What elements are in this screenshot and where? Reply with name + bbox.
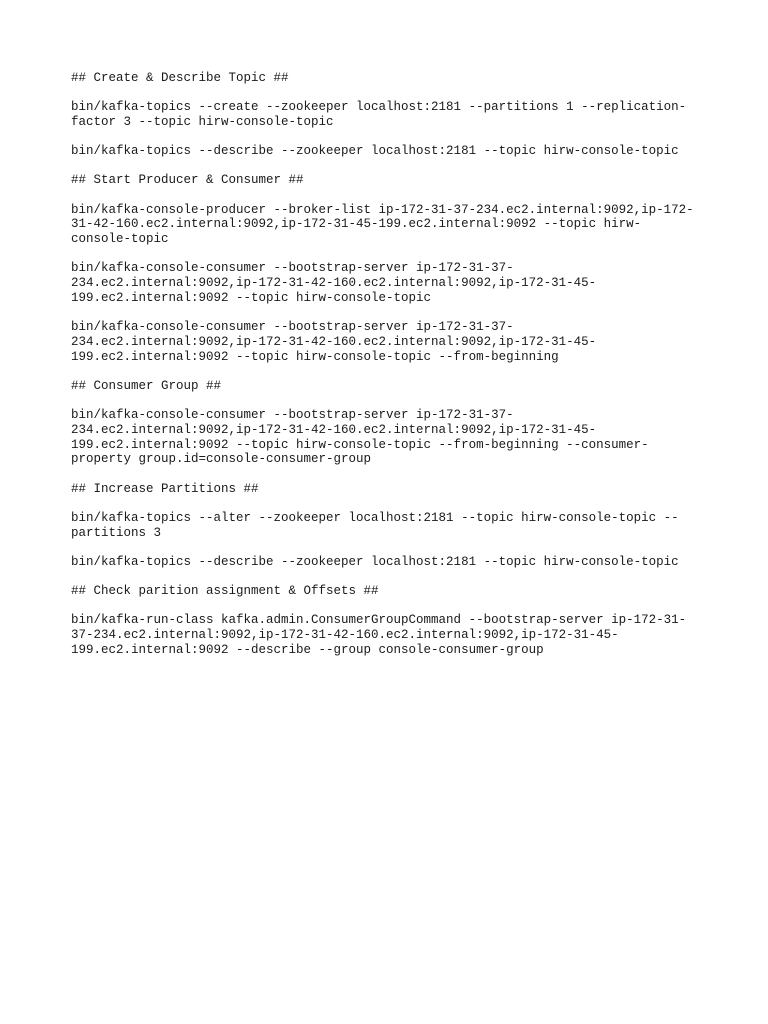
- document-body: [71, 71, 701, 672]
- command-line: bin/kafka-console-consumer --bootstrap-server ip-172-31-37-: [71, 261, 514, 276]
- command-block: [71, 203, 701, 247]
- command-block: [71, 613, 701, 657]
- command-line: 234.ec2.internal:9092,ip-172-31-42-160.ec2.internal:9092,ip-172-31-45-: [71, 334, 597, 349]
- command-line: bin/kafka-topics --create --zookeeper localhost:2181 --partitions 1 --replication-: [71, 100, 687, 115]
- command-line: 234.ec2.internal:9092,ip-172-31-42-160.ec2.internal:9092,ip-172-31-45-: [71, 422, 597, 437]
- heading-text: ## Increase Partitions ##: [71, 481, 259, 496]
- command-line: bin/kafka-console-producer --broker-list ip-172-31-37-234.ec2.internal:9092,ip-172-: [71, 202, 694, 217]
- command-line: property group.id=console-consumer-group: [71, 452, 372, 467]
- command-line: bin/kafka-console-consumer --bootstrap-server ip-172-31-37-: [71, 320, 514, 335]
- section-heading: [71, 482, 701, 497]
- section-heading: [71, 173, 701, 188]
- command-block: [71, 100, 701, 130]
- command-block: [71, 320, 701, 364]
- command-block: [71, 261, 701, 305]
- command-line: 199.ec2.internal:9092 --topic hirw-console-topic --from-beginning --consumer-: [71, 437, 649, 452]
- command-line: 199.ec2.internal:9092 --describe --group console-consumer-group: [71, 642, 544, 657]
- command-line: bin/kafka-console-consumer --bootstrap-server ip-172-31-37-: [71, 408, 514, 423]
- command-line: 199.ec2.internal:9092 --topic hirw-console-topic: [71, 290, 432, 305]
- command-line: 234.ec2.internal:9092,ip-172-31-42-160.ec2.internal:9092,ip-172-31-45-: [71, 276, 597, 291]
- command-line: partitions 3: [71, 525, 162, 540]
- heading-text: ## Consumer Group ##: [71, 378, 222, 393]
- section-heading: [71, 379, 701, 394]
- command-line: 199.ec2.internal:9092 --topic hirw-console-topic --from-beginning: [71, 349, 559, 364]
- command-line: bin/kafka-topics --describe --zookeeper localhost:2181 --topic hirw-console-topic: [71, 554, 679, 569]
- command-line: console-topic: [71, 232, 169, 247]
- command-line: factor 3 --topic hirw-console-topic: [71, 114, 334, 129]
- section-heading: [71, 71, 701, 86]
- command-block: [71, 555, 701, 570]
- command-block: [71, 511, 701, 541]
- command-block: [71, 408, 701, 467]
- heading-text: ## Check parition assignment & Offsets ##: [71, 584, 379, 599]
- heading-text: ## Create & Describe Topic ##: [71, 71, 289, 85]
- command-line: bin/kafka-topics --alter --zookeeper localhost:2181 --topic hirw-console-topic --: [71, 510, 679, 525]
- command-line: bin/kafka-topics --describe --zookeeper localhost:2181 --topic hirw-console-topic: [71, 144, 679, 159]
- command-line: 31-42-160.ec2.internal:9092,ip-172-31-45-199.ec2.internal:9092 --topic hirw-: [71, 217, 642, 232]
- command-line: bin/kafka-run-class kafka.admin.ConsumerGroupCommand --bootstrap-server ip-172-31-: [71, 613, 687, 628]
- section-heading: [71, 584, 701, 599]
- heading-text: ## Start Producer & Consumer ##: [71, 173, 304, 188]
- command-line: 37-234.ec2.internal:9092,ip-172-31-42-160.ec2.internal:9092,ip-172-31-45-: [71, 628, 619, 642]
- command-block: [71, 144, 701, 159]
